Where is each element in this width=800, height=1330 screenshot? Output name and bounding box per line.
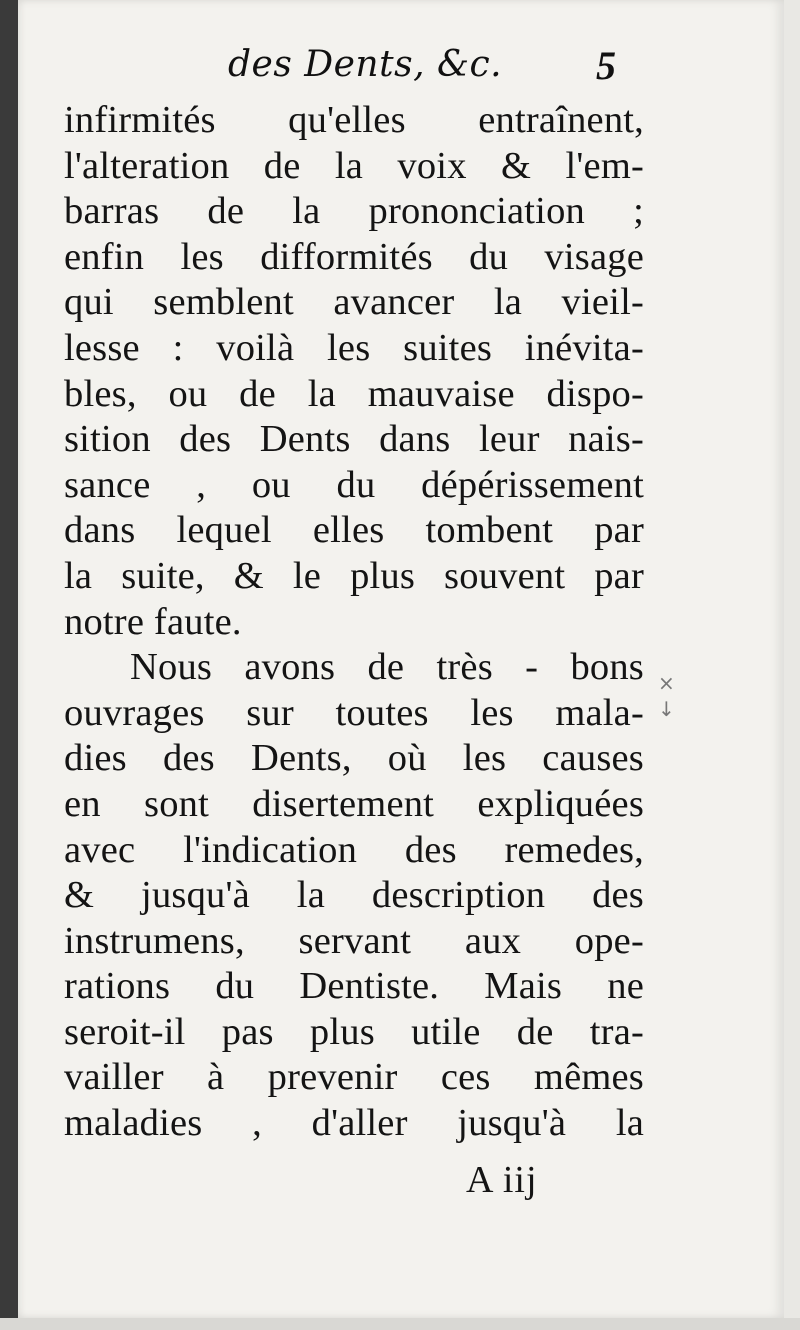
text-line: la suite, & le plus souvent par [64,554,644,597]
page-number: 5 [596,43,616,88]
text-line: ouvrages sur toutes les mala- [64,691,644,734]
book-page [18,0,784,1318]
text-line: barras de la prononciation ; [64,190,644,233]
text-line: avec l'indication des remedes, [64,828,644,871]
signature-mark: A iij [466,1159,538,1201]
text-line: dies des Dents, où les causes [64,737,644,780]
running-head: des Dents, &c. [228,44,503,85]
text-line: & jusqu'à la description des [64,874,644,917]
text-line: dans lequel elles tombent par [64,509,644,552]
text-line: infirmités qu'elles entraînent, [64,99,644,141]
margin-annotation: × ↓ [658,671,675,721]
paragraph-start-line: Nous avons de très - bons [130,646,644,689]
text-line: sance , ou du dépérissement [64,463,644,506]
text-line: qui semblent avancer la vieil- [64,281,644,324]
text-line: seroit-il pas plus utile de tra- [64,1010,644,1053]
text-line: rations du Dentiste. Mais ne [64,965,644,1008]
text-line: maladies , d'aller jusqu'à la [64,1102,644,1145]
text-line: lesse : voilà les suites inévita- [64,326,644,369]
text-line: l'alteration de la voix & l'em- [64,144,644,187]
text-line: sition des Dents dans leur nais- [64,418,644,461]
paragraph-end-line: notre faute. [64,600,242,643]
text-line: bles, ou de la mauvaise dispo- [64,372,644,415]
text-line: instrumens, servant aux ope- [64,919,644,962]
text-line: enfin les difformités du visage [64,235,644,278]
text-line: vailler à prevenir ces mêmes [64,1056,644,1099]
page-edge [784,0,800,1330]
page-header [18,44,784,94]
page-bottom-edge [0,1318,800,1330]
text-line: en sont disertement expliquées [64,782,644,825]
body-text [64,98,644,1147]
